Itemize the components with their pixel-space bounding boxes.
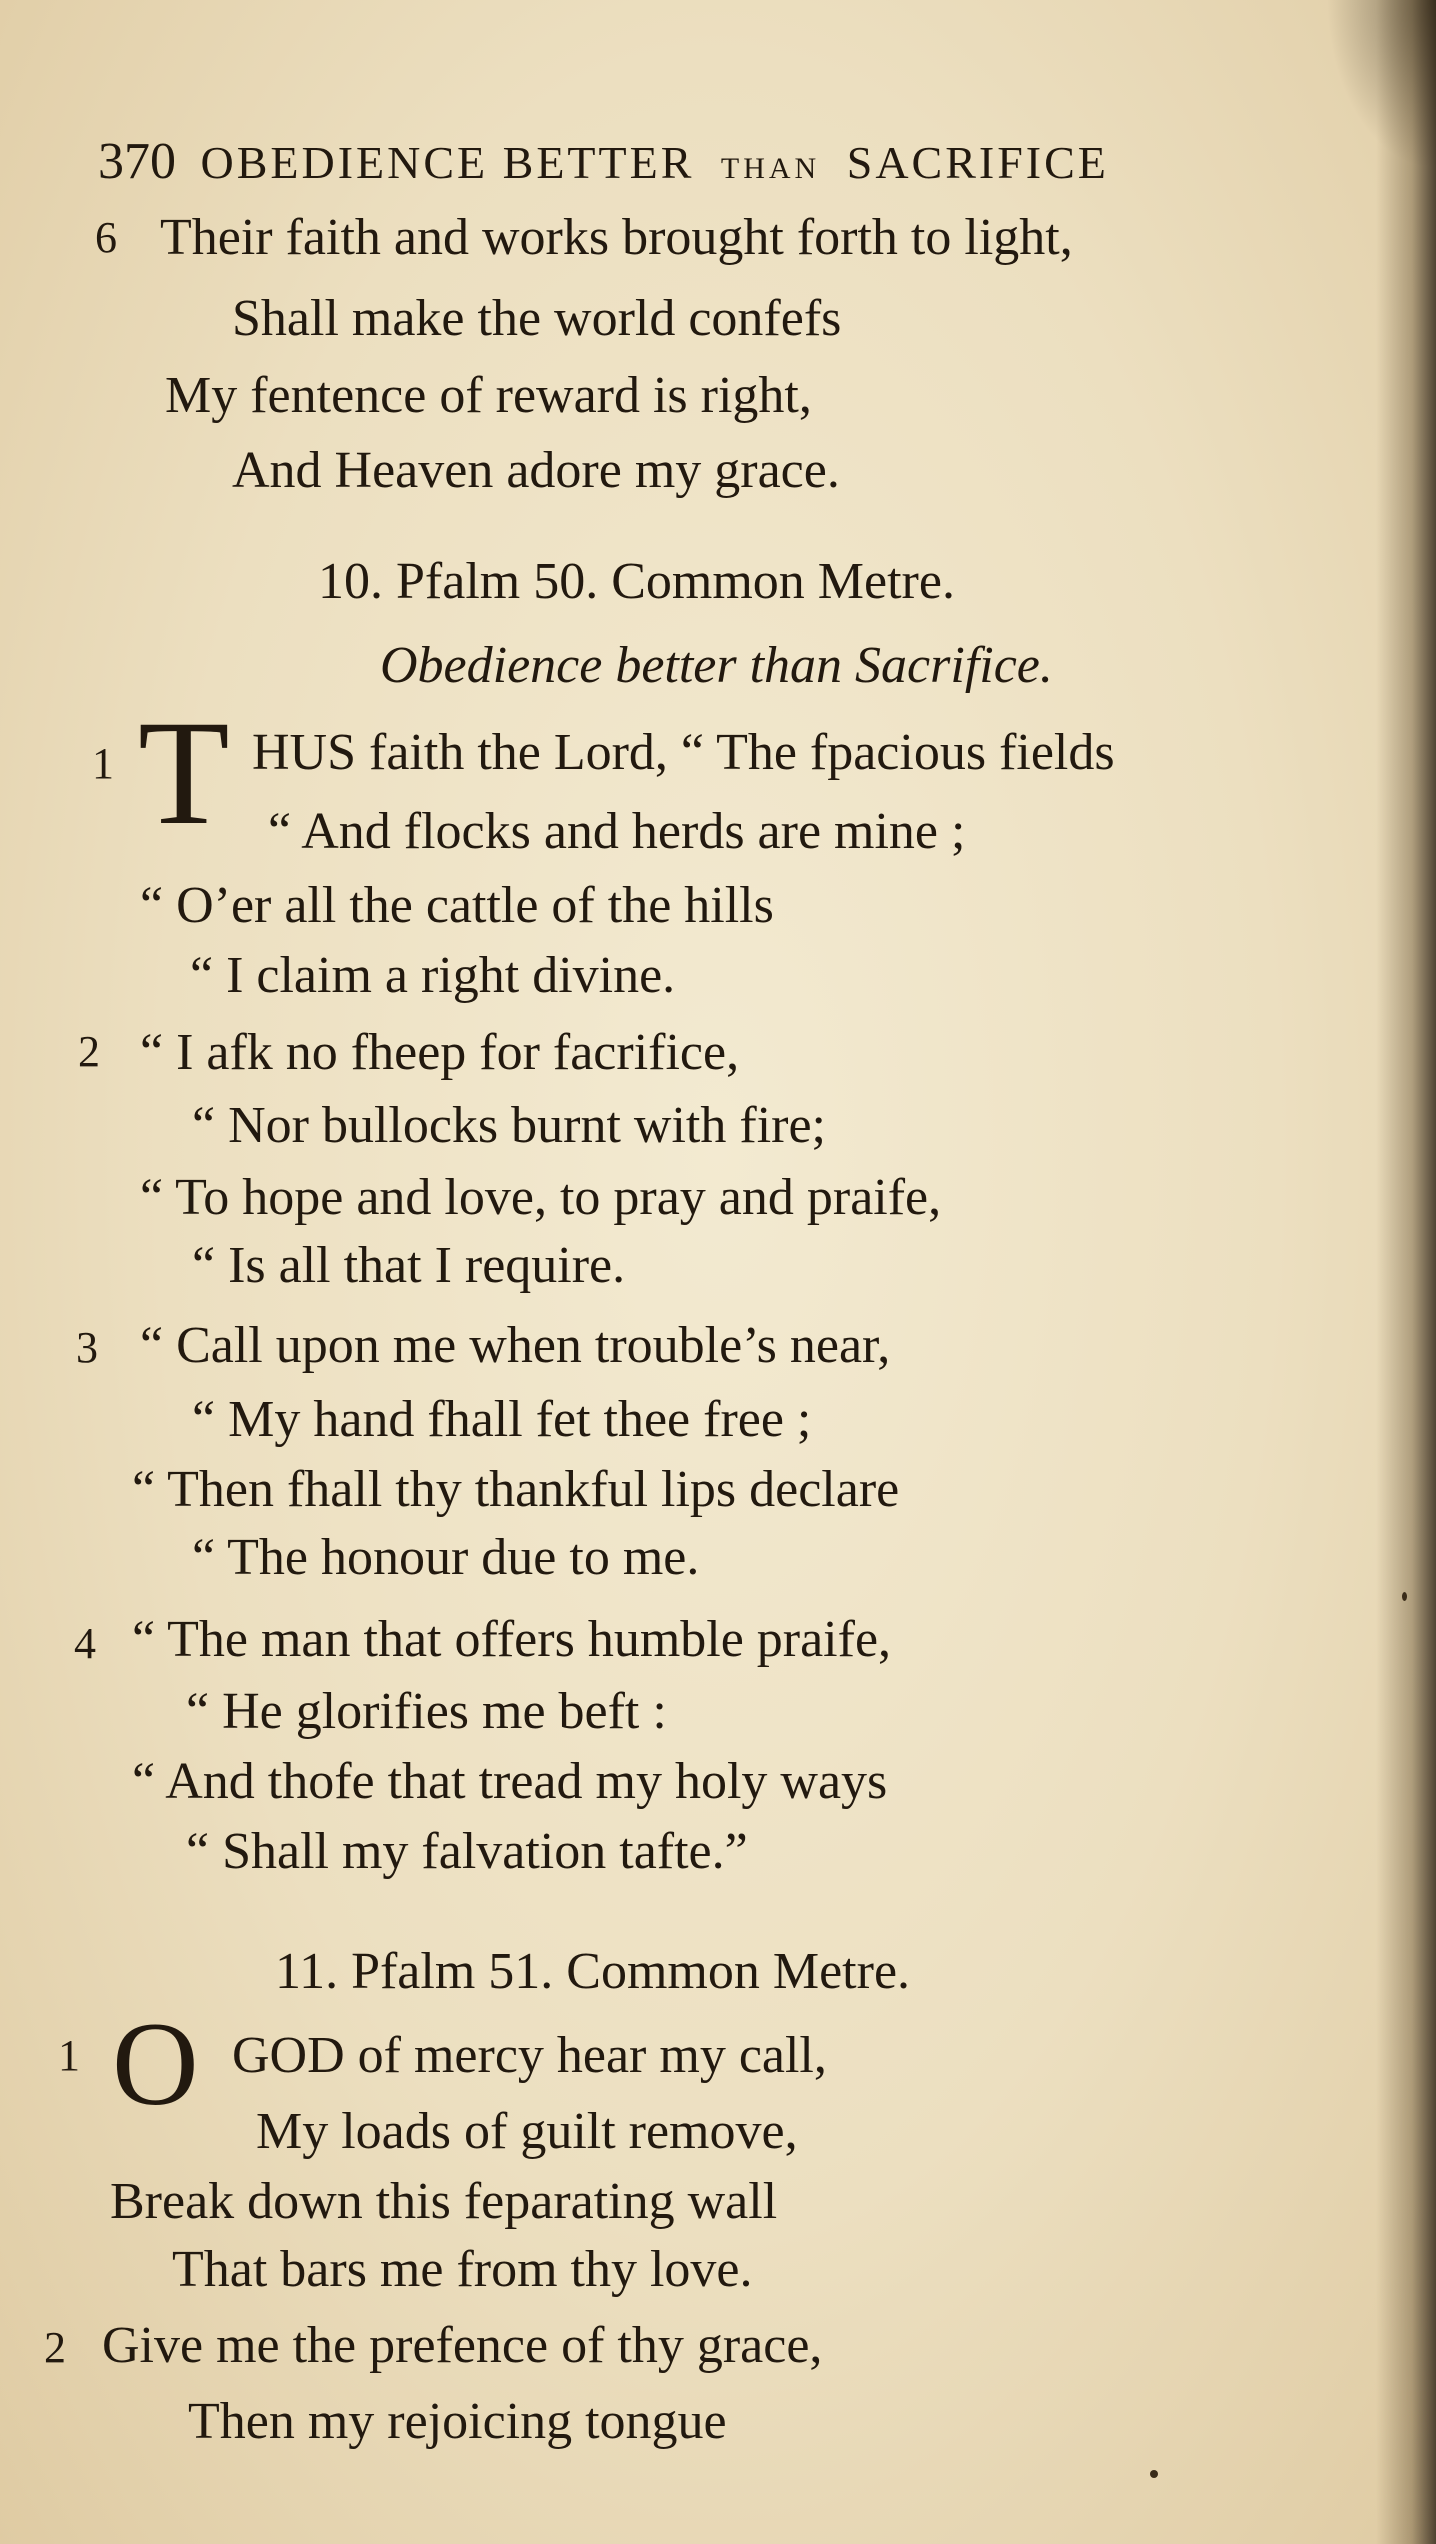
verse-line: “ Call upon me when trouble’s near, [140,1317,891,1374]
verse-line: “ He glorifies me beft : [186,1683,667,1740]
running-title-a: OBEDIENCE BETTER [200,137,695,188]
verse-line: “ I afk no fheep for facrifice, [140,1024,740,1081]
stanza-number: 3 [76,1323,98,1372]
verse-line: Give me the prefence of thy grace, [102,2317,823,2374]
stanza-number: 2 [44,2323,66,2372]
verse-line: “ The honour due to me. [192,1529,700,1586]
verse-line: That bars me from thy love. [172,2241,753,2298]
ink-speck [1150,2470,1158,2478]
verse-line: Then my rejoicing tongue [188,2393,727,2450]
verse-line: “ My hand fhall fet thee free ; [192,1391,812,1448]
verse-line: Shall make the world confefs [232,290,842,347]
stanza-number: 4 [74,1619,96,1668]
stanza-number: 1 [92,739,114,788]
verse-line: “ Is all that I require. [192,1237,626,1294]
verse-line: “ And flocks and herds are mine ; [268,803,966,860]
verse-line: Break down this feparating wall [110,2173,778,2230]
hymn-title: 11. Pfalm 51. Common Metre. [275,1943,911,2000]
verse-line: Their faith and works brought forth to light, [160,209,1073,266]
verse-line: GOD of mercy hear my call, [232,2027,827,2084]
verse-line: “ Shall my falvation tafte.” [186,1823,748,1880]
running-title-c: SACRIFICE [846,137,1109,188]
verse-line: “ Then fhall thy thankful lips declare [132,1461,900,1518]
drop-cap: T [138,690,230,856]
stanza-number: 2 [78,1027,100,1076]
page-edge-shadow [1376,0,1436,2544]
ink-speck [1402,1592,1407,1601]
hymn-subtitle: Obedience better than Sacrifice. [380,637,1053,694]
verse-line: “ To hope and love, to pray and praife, [140,1169,942,1226]
hymn-title: 10. Pfalm 50. Common Metre. [318,553,955,610]
verse-line: And Heaven adore my grace. [232,442,840,499]
verse-line: HUS faith the Lord, “ The fpacious fields [252,724,1115,781]
verse-line: “ The man that offers humble praife, [132,1611,892,1668]
verse-line: My loads of guilt remove, [256,2103,798,2160]
running-title-b: THAN [720,152,821,185]
verse-line: My fentence of reward is right, [165,367,812,424]
stanza-number: 6 [95,213,117,262]
running-header [98,133,1109,190]
verse-line: “ O’er all the cattle of the hills [140,877,774,934]
verse-line: “ And thofe that tread my holy ways [132,1753,888,1810]
page-number: 370 [98,133,176,190]
drop-cap: O [112,1997,199,2130]
verse-line: “ Nor bullocks burnt with fire; [192,1097,826,1154]
page-corner-shading [1326,0,1436,170]
stanza-number: 1 [58,2031,80,2080]
verse-line: “ I claim a right divine. [190,947,676,1004]
